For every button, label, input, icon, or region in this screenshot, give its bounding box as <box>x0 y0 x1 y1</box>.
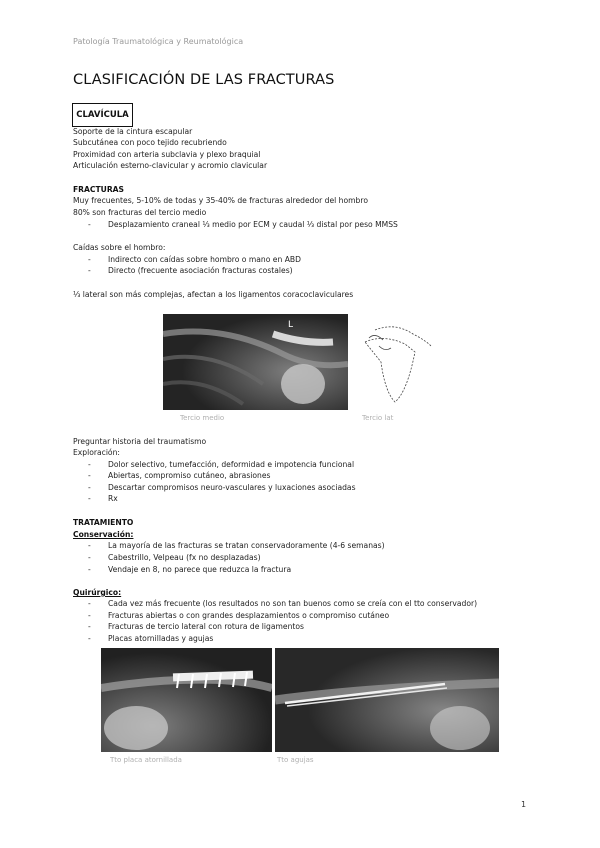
list-item: - Vendaje en 8, no parece que reduzca la fractura <box>88 565 292 574</box>
intro-line: Proximidad con arteria subclavia y plexo braquial <box>73 150 261 159</box>
historia-line: Preguntar historia del traumatismo <box>73 437 207 446</box>
figure-caption: Tercio medio <box>180 414 225 422</box>
list-item: - Fracturas abiertas o con grandes desplazamientos o compromiso cutáneo <box>88 611 390 620</box>
figure-caption: Tercio lat <box>362 414 394 422</box>
figure-caption: Tto agujas <box>277 756 314 764</box>
page-number: 1 <box>521 800 527 809</box>
xray-clavicle-image <box>163 314 348 410</box>
list-item: - Placas atornilladas y agujas <box>88 634 214 643</box>
list-item: - Indirecto con caídas sobre hombro o mano en ABD <box>88 255 301 264</box>
quirurgico-heading: Quirúrgico: <box>73 588 122 597</box>
list-item: - Descartar compromisos neuro-vasculares y luxaciones asociadas <box>88 483 356 492</box>
running-header: Patología Traumatológica y Reumatológica <box>73 37 244 46</box>
fracturas-line: Muy frecuentes, 5-10% de todas y 35-40% de fracturas alrededor del hombro <box>73 196 368 205</box>
exploracion-heading: Exploración: <box>73 448 120 457</box>
conservacion-heading: Conservación: <box>73 530 134 539</box>
xray-marker: L <box>288 320 294 330</box>
tratamiento-heading: TRATAMIENTO <box>73 518 134 527</box>
intro-line: Subcutánea con poco tejido recubriendo <box>73 138 227 147</box>
list-item: - Rx <box>88 494 118 503</box>
list-item: - Abiertas, compromiso cutáneo, abrasiones <box>88 471 271 480</box>
list-item: - Cada vez más frecuente (los resultados no son tan buenos como se creía con el tto conservador) <box>88 599 478 608</box>
fracturas-line: 80% son fracturas del tercio medio <box>73 208 207 217</box>
fracturas-heading: FRACTURAS <box>73 185 125 194</box>
intro-line: Articulación esterno-clavicular y acromio clavicular <box>73 161 268 170</box>
list-item: - Directo (frecuente asociación fracturas costales) <box>88 266 293 275</box>
caidas-heading: Caídas sobre el hombro: <box>73 243 166 252</box>
clavicle-schematic-image <box>355 322 435 412</box>
lateral-note: ⅓ lateral son más complejas, afectan a los ligamentos coracoclaviculares <box>73 290 354 299</box>
list-item: - Desplazamiento craneal ⅓ medio por ECM y caudal ⅓ distal por peso MMSS <box>88 220 398 229</box>
intro-line: Soporte de la cintura escapular <box>73 127 193 136</box>
xray-plate-fixation-image <box>101 648 272 752</box>
list-item: - Fracturas de tercio lateral con rotura de ligamentos <box>88 622 304 631</box>
page-title: CLASIFICACIÓN DE LAS FRACTURAS <box>73 72 335 88</box>
list-item: - Cabestrillo, Velpeau (fx no desplazadas) <box>88 553 261 562</box>
xray-pin-fixation-image <box>275 648 499 752</box>
section-box-clavicula: CLAVÍCULA <box>72 103 133 127</box>
list-item: - La mayoría de las fracturas se tratan conservadoramente (4-6 semanas) <box>88 541 385 550</box>
list-item: - Dolor selectivo, tumefacción, deformidad e impotencia funcional <box>88 460 355 469</box>
figure-caption: Tto placa atornillada <box>110 756 182 764</box>
